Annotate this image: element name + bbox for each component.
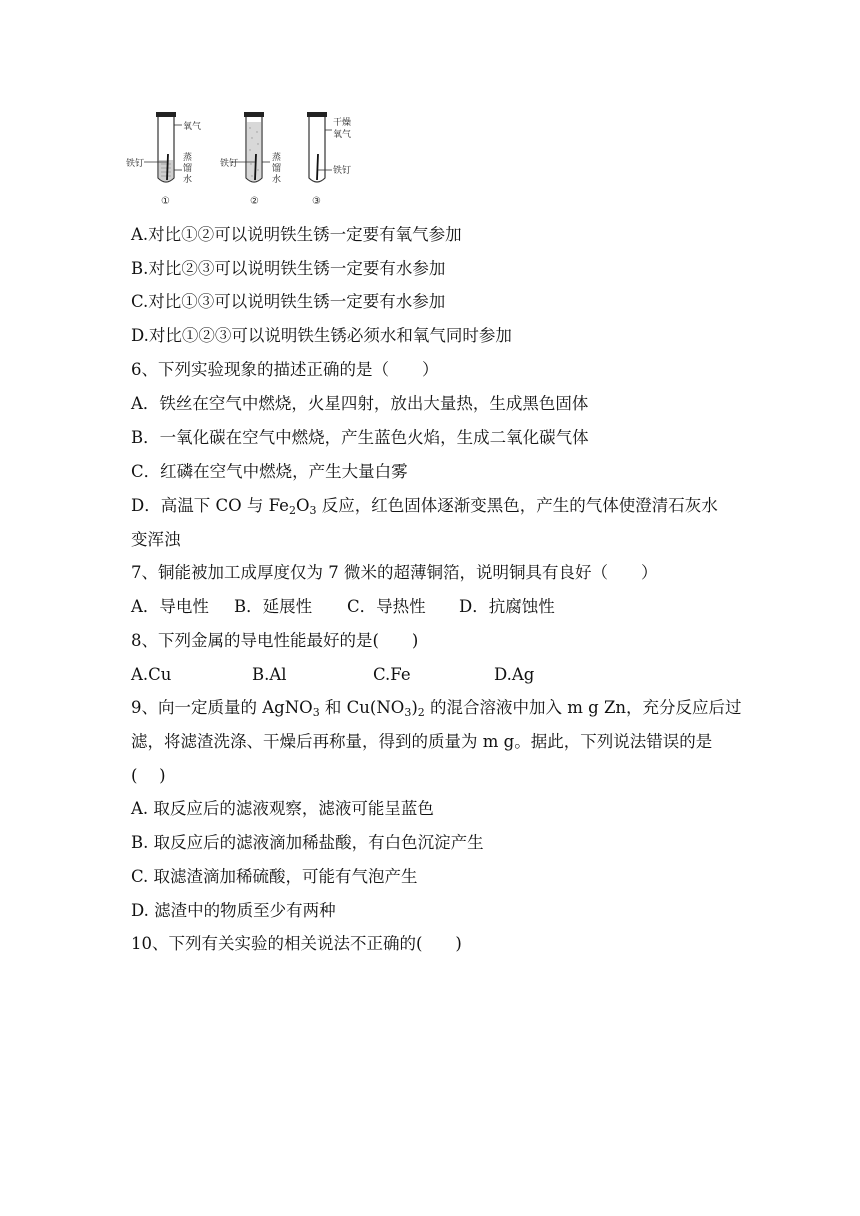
q7-options (131, 596, 555, 618)
q6-d-sub-1: 2 (288, 504, 296, 517)
q6-d-text-2: O (295, 496, 310, 515)
tube3-nail-label: 铁钉 (333, 166, 352, 176)
q6-option-c: C．红磷在空气中燃烧，产生大量白雾 (131, 462, 408, 481)
q6-d-text-1: D．高温下 CO 与 Fe (131, 496, 289, 515)
q6-option-d (131, 495, 718, 517)
q5-option-a: A.对比①②可以说明铁生锈一定要有氧气参加 (131, 225, 462, 244)
q7-option-d: D．抗腐蚀性 (459, 597, 555, 616)
q6-option-b: B．一氧化碳在空气中燃烧，产生蓝色火焰，生成二氧化碳气体 (131, 428, 589, 447)
test-tube-figure (126, 110, 366, 208)
q9-text-3: ) (411, 698, 418, 717)
q5-option-c: C.对比①③可以说明铁生锈一定要有水参加 (131, 292, 446, 311)
q9-text-4: 的混合溶液中加入 m g Zn，充分反应后过 (424, 698, 742, 717)
q8-option-d: D.Ag (494, 665, 535, 684)
q5-option-d: D.对比①②③可以说明铁生锈必须水和氧气同时参加 (131, 326, 512, 345)
q9-option-a: A. 取反应后的滤液观察，滤液可能呈蓝色 (131, 799, 434, 818)
tube1-water-label-3: 水 (183, 175, 193, 185)
q9-option-b: B. 取反应后的滤液滴加稀盐酸，有白色沉淀产生 (131, 833, 484, 852)
q9-option-d: D. 滤渣中的物质至少有两种 (131, 901, 336, 920)
q9-stem-line-3: ( ) (131, 766, 166, 785)
test-tube-3 (307, 112, 332, 182)
q9-stem-line-1 (131, 697, 742, 719)
q7-option-b: B．延展性 (234, 597, 313, 616)
test-tube-2 (232, 112, 270, 182)
q8-stem: 8、下列金属的导电性能最好的是( ) (131, 631, 419, 650)
tube2-nail-label: 铁钉 (220, 159, 239, 169)
q6-d-sub-2: 3 (309, 504, 317, 517)
tube1-water-label-1: 蒸 (183, 153, 193, 163)
q9-sub-1: 3 (312, 706, 320, 719)
tube1-water-label-2: 馏 (183, 164, 193, 174)
q8-option-c: C.Fe (373, 665, 411, 684)
q10-stem: 10、下列有关实验的相关说法不正确的( ) (131, 934, 462, 953)
q9-text-1: 9、向一定质量的 AgNO (131, 698, 313, 717)
q8-options (131, 664, 534, 686)
q9-text-2: 和 Cu(NO (319, 698, 405, 717)
tube3-number: ③ (312, 196, 321, 207)
tube2-water-label-1: 蒸 (272, 153, 282, 163)
q8-option-a: A.Cu (131, 665, 172, 684)
q6-stem: 6、下列实验现象的描述正确的是（ ） (131, 360, 439, 379)
tube2-number: ② (250, 196, 259, 207)
q7-stem: 7、铜能被加工成厚度仅为 7 微米的超薄铜箔，说明铜具有良好（ ） (131, 563, 658, 582)
tube1-number: ① (161, 196, 170, 207)
q9-sub-2: 3 (404, 706, 412, 719)
tube2-water-label-2: 馏 (272, 164, 282, 174)
q6-option-d-continued: 变浑浊 (131, 530, 181, 549)
q9-stem-line-2: 滤，将滤渣洗涤、干燥后再称量，得到的质量为 m g。据此，下列说法错误的是 (131, 732, 713, 751)
q6-option-a: A．铁丝在空气中燃烧，火星四射，放出大量热，生成黑色固体 (131, 394, 589, 413)
tube3-gas-label-2: 氧气 (333, 130, 352, 140)
q9-sub-3: 2 (417, 706, 425, 719)
tube3-gas-label-1: 干燥 (333, 118, 352, 128)
q7-option-a: A．导电性 (131, 597, 209, 616)
q8-option-b: B.Al (252, 665, 287, 684)
test-tube-1 (144, 112, 182, 182)
tube2-water-label-3: 水 (272, 175, 282, 185)
tube1-nail-label: 铁钉 (126, 159, 145, 169)
tube1-gas-label: 氧气 (183, 122, 202, 132)
q6-d-text-3: 反应，红色固体逐渐变黑色，产生的气体使澄清石灰水 (316, 496, 718, 515)
q9-option-c: C. 取滤渣滴加稀硫酸，可能有气泡产生 (131, 867, 418, 886)
q7-option-c: C．导热性 (347, 597, 426, 616)
q5-option-b: B.对比②③可以说明铁生锈一定要有水参加 (131, 259, 446, 278)
